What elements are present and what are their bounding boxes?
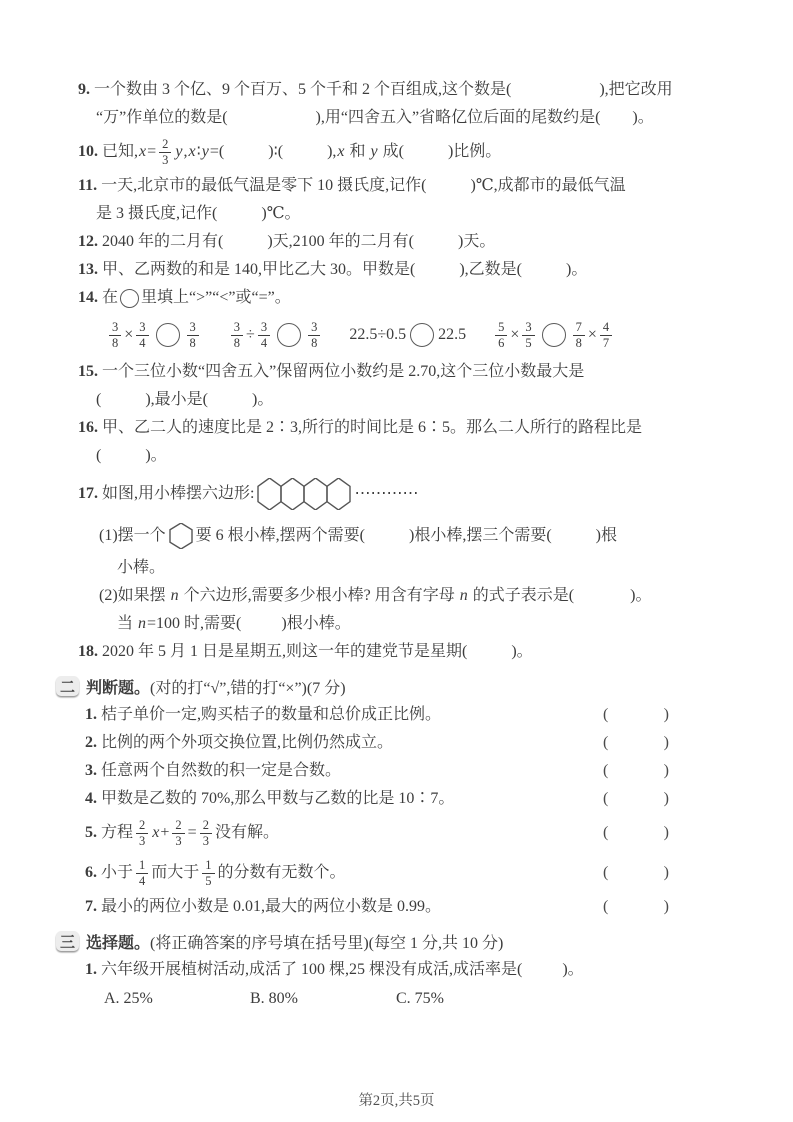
- answer-parentheses: [603, 788, 669, 810]
- section-3-header: [0, 926, 793, 956]
- question-11-line-2: [0, 200, 793, 228]
- question-9-line-1: [0, 76, 793, 104]
- text-run: 小棒。: [117, 559, 166, 576]
- fraction-numerator: 3: [112, 320, 119, 335]
- question-number: 9.: [78, 81, 90, 98]
- text-run: 一天,北京市的最低气温是零下 10 摄氏度,记作( )℃,成都市的最低气温: [97, 177, 626, 194]
- question-14-intro: [0, 284, 793, 312]
- text-run: 任意两个自然数的积一定是合数。: [97, 762, 342, 779]
- fraction-numerator: 4: [602, 320, 610, 335]
- paren-open: (: [603, 824, 609, 841]
- text-run: 2040 年的二月有( )天,2100 年的二月有( )天。: [98, 233, 496, 250]
- text-run: 甲、乙两数的和是 140,甲比乙大 30。甲数是( ),乙数是( )。: [98, 261, 588, 278]
- question-11-line-1: [0, 172, 793, 200]
- text-run: +: [160, 824, 170, 841]
- question-number: 7.: [85, 898, 97, 915]
- judge-statement: [85, 818, 279, 848]
- fraction-denominator: 8: [308, 335, 320, 350]
- answer-parentheses: [603, 732, 669, 754]
- judge-item-4: [0, 785, 793, 813]
- paren-open: (: [603, 762, 609, 779]
- text-run: (1)摆一个: [99, 527, 166, 544]
- answer-parentheses: [603, 760, 669, 782]
- section-2-header: [0, 671, 793, 701]
- section-number-badge: 二: [56, 676, 79, 696]
- text-run: =( )∶( ),: [209, 143, 337, 160]
- text-run: ÷: [246, 326, 255, 343]
- fraction-denominator: 3: [172, 833, 184, 848]
- text-run: 22.5÷0.5: [349, 326, 407, 343]
- answer-parentheses: [603, 862, 669, 884]
- text-run: ( ),最小是( )。: [96, 391, 274, 408]
- paren-open: (: [603, 706, 609, 723]
- question-number: 6.: [85, 864, 97, 881]
- fraction-denominator: 8: [231, 335, 243, 350]
- section-number-badge: 三: [56, 931, 79, 951]
- question-16-line-1: [0, 414, 793, 442]
- expression-group: [106, 320, 202, 350]
- text-run: 和: [345, 143, 370, 160]
- fraction-denominator: 3: [136, 833, 148, 848]
- page-footer: 第2页,共5页: [358, 1093, 435, 1109]
- math-variable: y: [201, 143, 209, 160]
- question-number: 2.: [85, 734, 97, 751]
- fraction: [573, 320, 585, 350]
- fraction: [136, 818, 148, 848]
- text-run: 一个数由 3 个亿、9 个百万、5 个千和 2 个百组成,这个数是( ),把它改用: [90, 81, 673, 98]
- text-run: 小于: [97, 864, 134, 881]
- question-15-line-1: [0, 358, 793, 386]
- text-run: 六年级开展植树活动,成活了 100 棵,25 棵没有成活,成活率是( )。: [97, 961, 584, 978]
- text-run: “万”作单位的数是( ),用“四舍五入”省略亿位后面的尾数约是( )。: [96, 109, 654, 126]
- text-run: 一个三位小数“四舍五入”保留两位小数约是 2.70,这个三位小数最大是: [98, 363, 585, 380]
- text-run: 最小的两位小数是 0.01,最大的两位小数是 0.99。: [97, 898, 442, 915]
- fraction-denominator: 7: [600, 335, 612, 350]
- text-run: 在: [98, 289, 119, 306]
- question-15-line-2: [0, 386, 793, 414]
- question-9-line-2: [0, 104, 793, 132]
- question-13: [0, 256, 793, 284]
- fraction-numerator: 1: [205, 858, 212, 873]
- text-run: 要 6 根小棒,摆两个需要( )根小棒,摆三个需要( )根: [195, 527, 617, 544]
- text-run: ⋯⋯⋯⋯: [354, 485, 419, 502]
- judge-item-5: [0, 813, 793, 853]
- question-number: 18.: [78, 643, 98, 660]
- text-run: 甲数是乙数的 70%,那么甲数与乙数的比是 10∶7。: [97, 790, 455, 807]
- fraction: [202, 858, 214, 888]
- question-18: [0, 638, 793, 666]
- math-variable: n: [459, 587, 468, 604]
- question-number: 1.: [85, 706, 97, 723]
- text-run: 甲、乙二人的速度比是 2∶3,所行的时间比是 6∶5。那么二人所行的路程比是: [98, 419, 643, 436]
- choice-option: B. 80%: [250, 990, 298, 1007]
- judge-item-7: [0, 893, 793, 921]
- question-number: 17.: [78, 485, 98, 502]
- fraction: [172, 818, 184, 848]
- question-number: 5.: [85, 824, 97, 841]
- judge-statement: [85, 704, 441, 726]
- paren-close: ): [663, 864, 669, 881]
- question-17-sub2-cont: [0, 610, 793, 638]
- text-run: ,: [183, 143, 188, 160]
- text-run: 没有解。: [214, 824, 279, 841]
- choice-option: A. 25%: [104, 990, 153, 1007]
- fraction-numerator: 7: [575, 320, 582, 335]
- judge-item-3: [0, 757, 793, 785]
- comparison-circle-icon: [542, 323, 566, 347]
- fraction-denominator: 4: [136, 873, 148, 888]
- section-title: 选择题。: [86, 934, 151, 952]
- fraction: [200, 818, 212, 848]
- question-17-sub2: [0, 582, 793, 610]
- choice-options-row: [0, 984, 793, 1014]
- paren-close: ): [663, 706, 669, 723]
- fraction: [159, 137, 171, 167]
- judge-statement: [85, 788, 454, 810]
- hexagon-chain-figure: [257, 478, 351, 510]
- text-run: 成( )比例。: [378, 143, 502, 160]
- answer-parentheses: [603, 896, 669, 918]
- choice-question-1: [0, 956, 793, 984]
- fraction-denominator: 8: [187, 335, 199, 350]
- section-title: 判断题。: [86, 679, 151, 697]
- fraction: [109, 320, 121, 350]
- comparison-circle-icon: [410, 323, 434, 347]
- fraction-denominator: 6: [495, 335, 507, 350]
- answer-parentheses: [603, 704, 669, 726]
- text-run: 如图,用小棒摆六边形:: [98, 485, 255, 502]
- question-number: 14.: [78, 289, 98, 306]
- text-run: 是 3 摄氏度,记作( )℃。: [96, 205, 301, 222]
- question-number: 4.: [85, 790, 97, 807]
- question-number: 15.: [78, 363, 98, 380]
- answer-parentheses: [603, 822, 669, 844]
- question-10: [0, 132, 793, 172]
- text-run: 22.5: [438, 326, 467, 343]
- fill-circle-icon: [120, 289, 139, 308]
- comparison-circle-icon: [156, 323, 180, 347]
- fraction-denominator: 4: [136, 335, 148, 350]
- question-17-sub1-cont: [0, 554, 793, 582]
- fraction-denominator: 5: [522, 335, 534, 350]
- question-number: 1.: [85, 961, 97, 978]
- math-variable: y: [370, 143, 378, 160]
- question-14-expressions: [0, 312, 793, 358]
- text-run: ×: [587, 326, 597, 343]
- paren-close: ): [663, 898, 669, 915]
- fraction: [600, 320, 612, 350]
- fraction-denominator: 4: [258, 335, 270, 350]
- judge-item-6: [0, 853, 793, 893]
- judge-item-1: [0, 701, 793, 729]
- expression-group: [228, 320, 324, 350]
- text-run: 的式子表示是( )。: [468, 587, 652, 604]
- text-run: 而大于: [151, 864, 200, 881]
- math-variable: x: [152, 824, 160, 841]
- text-run: 比例的两个外项交换位置,比例仍然成立。: [97, 734, 394, 751]
- text-run: 个六边形,需要多少根小棒? 用含有字母: [179, 587, 459, 604]
- paren-close: ): [663, 734, 669, 751]
- section-title-note: (对的打“√”,错的打“×”)(7 分): [150, 679, 346, 697]
- fraction-numerator: 3: [189, 320, 196, 335]
- math-variable: y: [175, 143, 183, 160]
- question-number: 12.: [78, 233, 98, 250]
- text-run: 已知,: [98, 143, 139, 160]
- fraction: [136, 320, 148, 350]
- fraction-denominator: 3: [200, 833, 212, 848]
- fraction-denominator: 8: [109, 335, 121, 350]
- fraction-denominator: 8: [573, 335, 585, 350]
- question-number: 3.: [85, 762, 97, 779]
- choice-option: C. 75%: [396, 990, 444, 1007]
- text-run: 桔子单价一定,购买桔子的数量和总价成正比例。: [97, 706, 442, 723]
- fraction: [231, 320, 243, 350]
- paren-close: ): [663, 790, 669, 807]
- judge-statement: [85, 896, 441, 918]
- math-variable: x: [188, 143, 196, 160]
- paren-close: ): [663, 824, 669, 841]
- text-run: ∶: [196, 143, 201, 160]
- text-run: 当: [117, 615, 138, 632]
- exam-content: [0, 76, 793, 1014]
- text-run: 方程: [97, 824, 134, 841]
- question-17-head: [0, 470, 793, 518]
- fraction: [495, 320, 507, 350]
- fraction-numerator: 2: [162, 137, 169, 152]
- paren-open: (: [603, 790, 609, 807]
- question-17-sub1: [0, 518, 793, 554]
- judge-statement: [85, 858, 346, 888]
- fraction-denominator: 3: [159, 152, 171, 167]
- text-run: =: [147, 143, 157, 160]
- fraction-numerator: 3: [260, 320, 268, 335]
- fraction: [187, 320, 199, 350]
- paren-close: ): [663, 762, 669, 779]
- question-16-line-2: [0, 442, 793, 470]
- judge-statement: [85, 760, 341, 782]
- hexagon-icon: [169, 523, 193, 549]
- section-title-note: (将正确答案的序号填在括号里)(每空 1 分,共 10 分): [150, 934, 504, 952]
- paren-open: (: [603, 898, 609, 915]
- judge-item-2: [0, 729, 793, 757]
- judge-statement: [85, 732, 393, 754]
- math-variable: x: [139, 143, 147, 160]
- text-run: 里填上“>”“<”或“=”。: [141, 289, 291, 306]
- text-run: (2)如果摆: [99, 587, 170, 604]
- fraction-numerator: 3: [311, 320, 318, 335]
- fraction-numerator: 1: [139, 858, 146, 873]
- question-number: 13.: [78, 261, 98, 278]
- fraction-numerator: 5: [498, 320, 505, 335]
- fraction: [258, 320, 270, 350]
- expression-group: [349, 323, 466, 347]
- fraction-numerator: 3: [525, 320, 532, 335]
- question-number: 10.: [78, 143, 98, 160]
- text-run: ×: [510, 326, 520, 343]
- comparison-circle-icon: [277, 323, 301, 347]
- paren-open: (: [603, 734, 609, 751]
- fraction-denominator: 5: [202, 873, 214, 888]
- fraction: [522, 320, 534, 350]
- text-run: 2020 年 5 月 1 日是星期五,则这一年的建党节是星期( )。: [98, 643, 533, 660]
- math-variable: x: [337, 143, 345, 160]
- expression-group: [492, 320, 615, 350]
- text-run: ( )。: [96, 447, 167, 464]
- paren-open: (: [603, 864, 609, 881]
- question-number: 11.: [78, 177, 98, 194]
- question-number: 16.: [78, 419, 98, 436]
- fraction-numerator: 3: [139, 320, 146, 335]
- fraction: [136, 858, 148, 888]
- text-run: 的分数有无数个。: [217, 864, 346, 881]
- math-variable: n: [138, 615, 147, 632]
- text-run: =: [187, 824, 197, 841]
- math-variable: n: [170, 587, 179, 604]
- question-12: [0, 228, 793, 256]
- fraction-numerator: 3: [233, 320, 241, 335]
- fraction-numerator: 2: [175, 818, 182, 833]
- text-run: =100 时,需要( )根小棒。: [147, 615, 351, 632]
- fraction-numerator: 2: [202, 818, 209, 833]
- text-run: ×: [124, 326, 134, 343]
- fraction-numerator: 2: [139, 818, 146, 833]
- fraction: [308, 320, 320, 350]
